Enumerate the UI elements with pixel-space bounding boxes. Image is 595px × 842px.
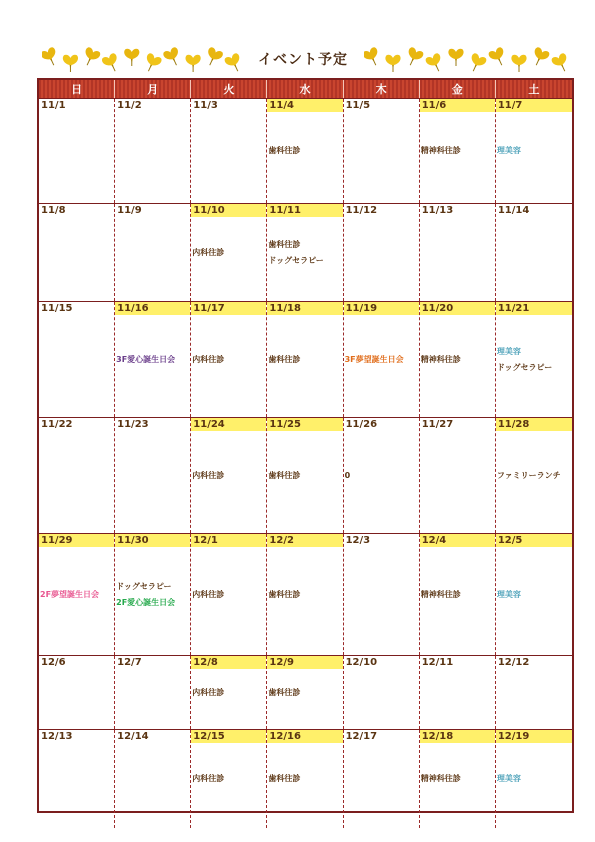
week-row bbox=[39, 203, 572, 301]
day-events bbox=[192, 302, 265, 417]
ginkgo-leaf-icon bbox=[448, 49, 463, 66]
day-cell[interactable] bbox=[267, 418, 343, 533]
ginkgo-leaf-icon bbox=[511, 55, 526, 72]
day-cell[interactable] bbox=[39, 534, 115, 655]
event-label: 歯科往診 bbox=[268, 687, 301, 697]
day-cell[interactable] bbox=[496, 730, 572, 828]
day-date: 11/21 bbox=[496, 302, 572, 315]
ginkgo-leaf-icon bbox=[63, 55, 78, 72]
day-date: 11/4 bbox=[267, 99, 342, 112]
weekday-label: 月 bbox=[115, 80, 191, 98]
day-events bbox=[421, 302, 494, 417]
day-events bbox=[192, 730, 265, 828]
day-date: 11/25 bbox=[267, 418, 342, 431]
day-date: 11/10 bbox=[191, 204, 266, 217]
day-date: 12/16 bbox=[267, 730, 342, 743]
ginkgo-leaf-icon bbox=[466, 52, 487, 74]
ginkgo-leaf-garland-left-icon bbox=[42, 45, 242, 75]
day-date: 11/9 bbox=[117, 205, 142, 216]
day-date: 12/2 bbox=[267, 534, 342, 547]
day-events bbox=[421, 534, 494, 655]
ginkgo-leaf-icon bbox=[403, 46, 424, 68]
day-date: 11/7 bbox=[496, 99, 572, 112]
day-date: 11/8 bbox=[41, 205, 66, 216]
day-cell[interactable] bbox=[115, 302, 191, 417]
weekday-label: 木 bbox=[344, 80, 420, 98]
ginkgo-leaf-icon bbox=[425, 52, 446, 74]
day-events bbox=[421, 730, 494, 828]
day-date: 12/3 bbox=[345, 535, 371, 546]
day-cell[interactable] bbox=[115, 656, 191, 729]
day-date: 12/6 bbox=[41, 657, 66, 668]
ginkgo-leaf-icon bbox=[364, 46, 383, 68]
day-date: 11/29 bbox=[39, 534, 114, 547]
day-cell[interactable] bbox=[115, 730, 191, 828]
day-events bbox=[192, 418, 265, 533]
day-date: 11/5 bbox=[345, 100, 371, 111]
day-cell[interactable] bbox=[191, 534, 267, 655]
day-events bbox=[192, 656, 265, 729]
weekday-header-row bbox=[39, 80, 572, 98]
event-calendar bbox=[37, 78, 574, 813]
event-label: 理美容 bbox=[496, 346, 521, 356]
event-label: 0 bbox=[344, 470, 351, 480]
ginkgo-leaf-icon bbox=[124, 49, 139, 66]
day-events bbox=[268, 204, 341, 301]
day-date: 12/8 bbox=[191, 656, 266, 669]
day-cell[interactable] bbox=[191, 656, 267, 729]
day-date: 12/18 bbox=[420, 730, 495, 743]
event-label: 内科往診 bbox=[192, 589, 225, 599]
day-cell[interactable] bbox=[496, 534, 572, 655]
week-row bbox=[39, 417, 572, 533]
day-cell[interactable] bbox=[39, 418, 115, 533]
day-events bbox=[421, 99, 494, 203]
ginkgo-leaf-icon bbox=[80, 46, 101, 68]
day-date: 11/6 bbox=[420, 99, 495, 112]
day-cell[interactable] bbox=[496, 204, 572, 301]
day-date: 11/1 bbox=[41, 100, 66, 111]
day-cell[interactable] bbox=[344, 302, 420, 417]
event-label: 2F愛心誕生日会 bbox=[116, 597, 176, 607]
day-cell[interactable] bbox=[420, 204, 496, 301]
day-cell[interactable] bbox=[267, 302, 343, 417]
day-date: 11/18 bbox=[267, 302, 342, 315]
day-date: 12/11 bbox=[421, 657, 454, 668]
ginkgo-leaf-icon bbox=[203, 46, 224, 68]
event-label: 精神科往診 bbox=[420, 774, 461, 783]
day-cell[interactable] bbox=[344, 204, 420, 301]
ginkgo-leaf-icon bbox=[529, 46, 550, 68]
day-date: 11/15 bbox=[41, 303, 73, 314]
day-cell[interactable] bbox=[267, 99, 343, 203]
day-events bbox=[497, 302, 571, 417]
day-date: 11/23 bbox=[117, 419, 149, 430]
day-date: 11/17 bbox=[191, 302, 266, 315]
day-cell[interactable] bbox=[115, 204, 191, 301]
day-events bbox=[268, 656, 341, 729]
event-label: 精神科往診 bbox=[420, 354, 461, 364]
day-date: 11/19 bbox=[344, 302, 419, 315]
page-header bbox=[37, 45, 574, 75]
event-label: 内科往診 bbox=[192, 354, 225, 364]
day-date: 12/7 bbox=[117, 657, 142, 668]
day-events bbox=[345, 418, 418, 533]
event-label: 内科往診 bbox=[192, 774, 225, 783]
day-cell[interactable] bbox=[496, 302, 572, 417]
day-date: 12/17 bbox=[345, 731, 378, 742]
day-date: 11/14 bbox=[497, 205, 530, 216]
ginkgo-leaf-icon bbox=[186, 55, 201, 72]
day-cell[interactable] bbox=[496, 99, 572, 203]
event-label: ドッグセラピー bbox=[496, 362, 553, 372]
day-cell[interactable] bbox=[496, 418, 572, 533]
weekday-label: 金 bbox=[420, 80, 496, 98]
ginkgo-leaf-icon bbox=[162, 46, 183, 68]
event-label: 歯科往診 bbox=[268, 146, 301, 155]
week-row bbox=[39, 729, 572, 828]
day-events bbox=[192, 204, 265, 301]
ginkgo-leaf-icon bbox=[488, 46, 509, 68]
day-date: 11/26 bbox=[345, 419, 378, 430]
day-date: 12/19 bbox=[496, 730, 572, 743]
day-cell[interactable] bbox=[420, 656, 496, 729]
day-date: 12/13 bbox=[41, 731, 73, 742]
day-events bbox=[116, 302, 189, 417]
event-label: ドッグセラピー bbox=[116, 581, 172, 591]
day-date: 11/20 bbox=[420, 302, 495, 315]
event-label: 精神科往診 bbox=[420, 589, 461, 599]
day-cell[interactable] bbox=[344, 730, 420, 828]
day-cell[interactable] bbox=[420, 730, 496, 828]
day-events bbox=[268, 99, 341, 203]
day-date: 12/9 bbox=[267, 656, 342, 669]
day-cell[interactable] bbox=[267, 534, 343, 655]
weekday-label: 火 bbox=[191, 80, 267, 98]
week-row bbox=[39, 655, 572, 729]
day-events bbox=[116, 534, 189, 655]
day-date: 11/28 bbox=[496, 418, 572, 431]
day-events bbox=[497, 730, 571, 828]
day-cell[interactable] bbox=[344, 656, 420, 729]
day-cell[interactable] bbox=[191, 418, 267, 533]
event-label: 3F愛心誕生日会 bbox=[116, 354, 176, 364]
day-events bbox=[268, 302, 341, 417]
event-label: 理美容 bbox=[496, 589, 521, 599]
day-date: 11/13 bbox=[421, 205, 454, 216]
event-label: 歯科往診 bbox=[268, 470, 301, 480]
ginkgo-leaf-garland-right-icon bbox=[364, 45, 569, 75]
day-cell[interactable] bbox=[39, 656, 115, 729]
day-cell[interactable] bbox=[267, 656, 343, 729]
ginkgo-leaf-icon bbox=[42, 46, 61, 68]
day-date: 12/5 bbox=[496, 534, 572, 547]
day-cell[interactable] bbox=[344, 534, 420, 655]
ginkgo-leaf-icon bbox=[385, 55, 400, 72]
day-events bbox=[497, 534, 571, 655]
day-cell[interactable] bbox=[115, 99, 191, 203]
day-cell[interactable] bbox=[344, 418, 420, 533]
event-label: ドッグセラピー bbox=[268, 255, 324, 265]
event-label: 3F夢望誕生日会 bbox=[344, 354, 404, 364]
event-label: 歯科往診 bbox=[268, 239, 301, 249]
day-cell[interactable] bbox=[39, 99, 115, 203]
week-row bbox=[39, 98, 572, 203]
day-date: 11/16 bbox=[115, 302, 190, 315]
ginkgo-leaf-icon bbox=[551, 52, 569, 74]
day-cell[interactable] bbox=[39, 204, 115, 301]
day-cell[interactable] bbox=[496, 656, 572, 729]
event-label: 精神科往診 bbox=[420, 146, 461, 155]
event-label: 歯科往診 bbox=[268, 589, 301, 599]
day-date: 11/3 bbox=[193, 100, 218, 111]
weekday-label: 日 bbox=[39, 80, 115, 98]
day-cell[interactable] bbox=[115, 534, 191, 655]
day-cell[interactable] bbox=[191, 302, 267, 417]
ginkgo-leaf-icon bbox=[101, 52, 122, 74]
day-date: 11/2 bbox=[117, 100, 142, 111]
day-date: 11/22 bbox=[41, 419, 73, 430]
day-cell[interactable] bbox=[420, 418, 496, 533]
event-label: 理美容 bbox=[496, 146, 521, 155]
day-cell[interactable] bbox=[191, 99, 267, 203]
calendar-weeks bbox=[39, 98, 572, 828]
day-events bbox=[192, 534, 265, 655]
day-cell[interactable] bbox=[39, 302, 115, 417]
day-date: 11/24 bbox=[191, 418, 266, 431]
day-events bbox=[268, 418, 341, 533]
day-date: 12/4 bbox=[420, 534, 495, 547]
day-date: 12/14 bbox=[117, 731, 149, 742]
event-label: 2F夢望誕生日会 bbox=[40, 589, 100, 599]
day-cell[interactable] bbox=[344, 99, 420, 203]
day-date: 11/27 bbox=[421, 419, 454, 430]
day-cell[interactable] bbox=[267, 730, 343, 828]
event-label: ファミリーランチ bbox=[496, 470, 561, 480]
day-date: 11/11 bbox=[267, 204, 342, 217]
week-row bbox=[39, 301, 572, 417]
event-label: 歯科往診 bbox=[268, 354, 301, 364]
weekday-label: 水 bbox=[267, 80, 343, 98]
day-date: 11/30 bbox=[115, 534, 190, 547]
day-cell[interactable] bbox=[420, 534, 496, 655]
day-cell[interactable] bbox=[267, 204, 343, 301]
page-title: イベント予定 bbox=[258, 52, 348, 68]
day-events bbox=[40, 534, 113, 655]
day-date: 12/10 bbox=[345, 657, 378, 668]
ginkgo-leaf-icon bbox=[142, 52, 163, 74]
event-label: 歯科往診 bbox=[268, 774, 301, 783]
ginkgo-leaf-icon bbox=[224, 52, 242, 74]
day-cell[interactable] bbox=[191, 204, 267, 301]
event-label: 内科往診 bbox=[192, 247, 225, 257]
day-date: 11/12 bbox=[345, 205, 378, 216]
event-label: 内科往診 bbox=[192, 470, 225, 480]
day-events bbox=[345, 302, 418, 417]
event-label: 理美容 bbox=[496, 774, 521, 783]
day-cell[interactable] bbox=[191, 730, 267, 828]
day-date: 12/15 bbox=[191, 730, 266, 743]
day-events bbox=[497, 99, 571, 203]
day-cell[interactable] bbox=[420, 302, 496, 417]
day-events bbox=[268, 730, 341, 828]
day-events bbox=[268, 534, 341, 655]
day-date: 12/1 bbox=[191, 534, 266, 547]
day-cell[interactable] bbox=[39, 730, 115, 828]
day-cell[interactable] bbox=[420, 99, 496, 203]
day-cell[interactable] bbox=[115, 418, 191, 533]
weekday-label: 土 bbox=[496, 80, 572, 98]
day-events bbox=[497, 418, 571, 533]
event-label: 内科往診 bbox=[192, 687, 225, 697]
day-date: 12/12 bbox=[497, 657, 530, 668]
week-row bbox=[39, 533, 572, 655]
